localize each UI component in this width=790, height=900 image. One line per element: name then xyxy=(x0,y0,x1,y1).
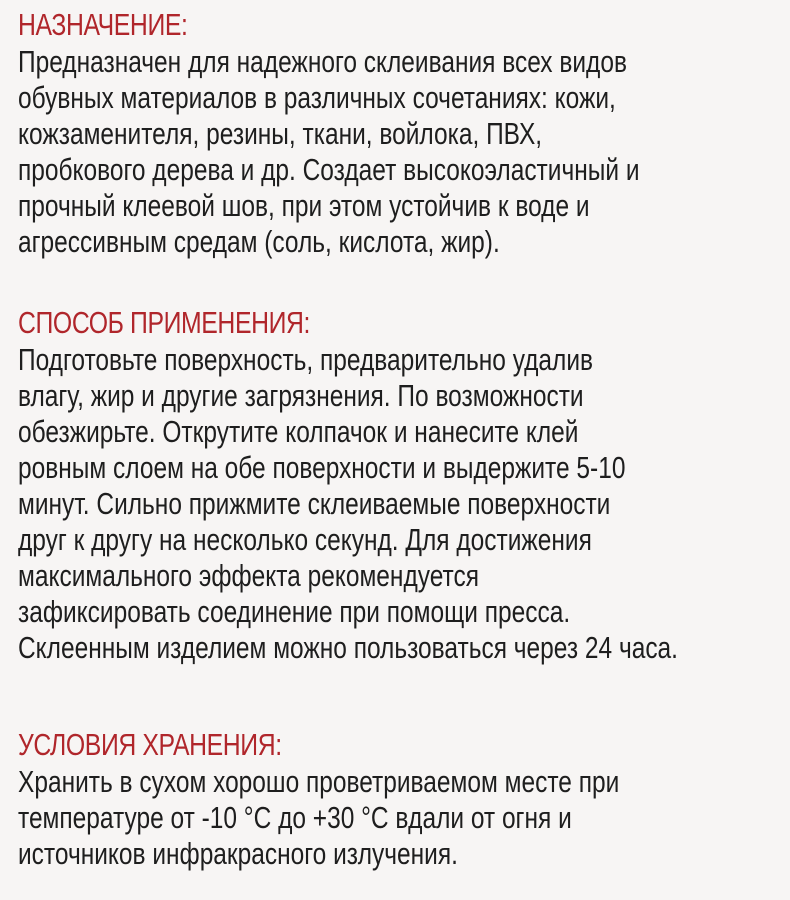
paragraph-line: агрессивным средам (соль, кислота, жир). xyxy=(18,224,500,259)
paragraph-line: Предназначен для надежного склеивания всех видов xyxy=(18,44,627,79)
paragraph-line: пробкового дерева и др. Создает высокоэластичный и xyxy=(18,152,640,187)
section-heading-purpose: НАЗНАЧЕНИЕ: xyxy=(18,7,188,42)
paragraph-line: кожзаменителя, резины, ткани, войлока, ПВХ, xyxy=(18,116,543,151)
paragraph-line: источников инфракрасного излучения. xyxy=(18,836,458,871)
paragraph-line: обувных материалов в различных сочетаниях: кожи, xyxy=(18,80,616,115)
paragraph-line: ровным слоем на обе поверхности и выдержите 5-10 xyxy=(18,450,626,485)
paragraph-line: температуре от -10 °С до +30 °С вдали от огня и xyxy=(18,800,572,835)
paragraph-line: Склеенным изделием можно пользоваться через 24 часа. xyxy=(18,630,678,665)
paragraph-line: друг к другу на несколько секунд. Для достижения xyxy=(18,522,592,557)
section-usage xyxy=(18,304,790,666)
paragraph-line: зафиксировать соединение при помощи пресса. xyxy=(18,594,571,629)
paragraph-line: максимального эффекта рекомендуется xyxy=(18,558,479,593)
section-heading-usage: СПОСОБ ПРИМЕНЕНИЯ: xyxy=(18,305,311,340)
section-purpose xyxy=(18,6,790,260)
paragraph-line: обезжирьте. Открутите колпачок и нанесите клей xyxy=(18,414,579,449)
paragraph-line: Подготовьте поверхность, предварительно удалив xyxy=(18,342,594,377)
section-storage xyxy=(18,726,779,872)
paragraph-line: Хранить в сухом хорошо проветриваемом месте при xyxy=(18,764,620,799)
paragraph-line: прочный клеевой шов, при этом устойчив к воде и xyxy=(18,188,590,223)
section-heading-storage: УСЛОВИЯ ХРАНЕНИЯ: xyxy=(18,727,282,762)
paragraph-line: минут. Сильно прижмите склеиваемые поверхности xyxy=(18,486,611,521)
paragraph-line: влагу, жир и другие загрязнения. По возможности xyxy=(18,378,584,413)
